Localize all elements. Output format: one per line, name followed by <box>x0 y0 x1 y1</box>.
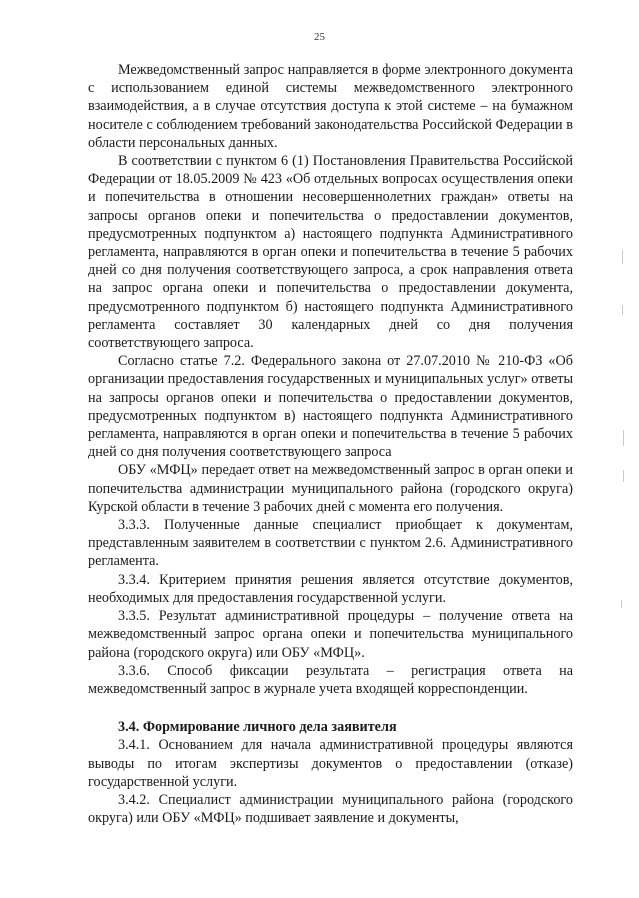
scan-artifact <box>622 305 623 315</box>
section-heading: 3.4. Формирование личного дела заявителя <box>118 719 397 736</box>
page-number: 25 <box>314 31 325 43</box>
paragraph-federal-law-210: Согласно статье 7.2. Федерального закона от 27.07.2010 № 210-ФЗ «Об организации предоставления государственных и муниципальных услуг» ответы на запросы органов опеки и попечительства о предоставлении документов, предусмотренных подпунктом в) настоящего подпункта Административного регламента, направляются в орган опеки и попечительства в течение 5 рабочих дней со дня получения соответствующего запроса <box>88 353 573 461</box>
scan-artifact <box>623 430 624 446</box>
paragraph-3-3-3: 3.3.3. Полученные данные специалист приобщает к документам, представленным заявителем в соответствии с пунктом 2.6. Административного регламента. <box>88 517 573 570</box>
scan-artifact <box>622 250 623 264</box>
paragraph-3-3-5: 3.3.5. Результат административной процедуры – получение ответа на межведомственный запрос органа опеки и попечительства муниципального района (городского округа) или ОБУ «МФЦ». <box>88 608 573 661</box>
paragraph-3-4-2: 3.4.2. Специалист администрации муниципального района (городского округа) или ОБУ «МФЦ» подшивает заявление и документы, <box>88 791 573 827</box>
paragraph-mfc-response: ОБУ «МФЦ» передает ответ на межведомственный запрос в орган опеки и попечительства администрации муниципального района (городского округа) Курской области в течение 3 рабочих дней с момента его получения. <box>88 462 573 515</box>
paragraph-3-4-1: 3.4.1. Основанием для начала административной процедуры являются выводы по итогам экспертизы документов о предоставлении (отказе) государственной услуги. <box>88 737 573 790</box>
paragraph-government-decree-423: В соответствии с пунктом 6 (1) Постановления Правительства Российской Федерации от 18.05.2009 № 423 «Об отдельных вопросах осуществления опеки и попечительства в отношении несовершеннолетних граждан» ответы на запросы органов опеки и попечительства о предоставлении документов, предусмотренных подпунктом а) настоящего подпункта Административного регламента, направляются в орган опеки и попечительства в течение 5 рабочих дней со дня получения соответствующего запроса, а срок направления ответа на запрос органа опеки и попечительства о предоставлении документа, предусмотренного подпунктом б) настоящего подпункта Административного регламента составляет 30 календарных дней со дня получения соответствующего запроса. <box>88 153 573 352</box>
scan-artifact <box>623 470 624 482</box>
paragraph-interagency-request-form: Межведомственный запрос направляется в форме электронного документа с использованием единой системы межведомственного электронного взаимодействия, а в случае отсутствия доступа к этой системе – на бумажном носителе с соблюдением требований законодательства Российской Федерации в области персональных данных. <box>88 62 573 151</box>
paragraph-3-3-6: 3.3.6. Способ фиксации результата – регистрация ответа на межведомственный запрос в журнале учета входящей корреспонденции. <box>88 662 573 697</box>
document-body <box>88 61 573 827</box>
paragraph-3-3-4: 3.3.4. Критерием принятия решения является отсутствие документов, необходимых для предоставления государственной услуги. <box>88 571 573 606</box>
scan-artifact <box>621 600 622 608</box>
